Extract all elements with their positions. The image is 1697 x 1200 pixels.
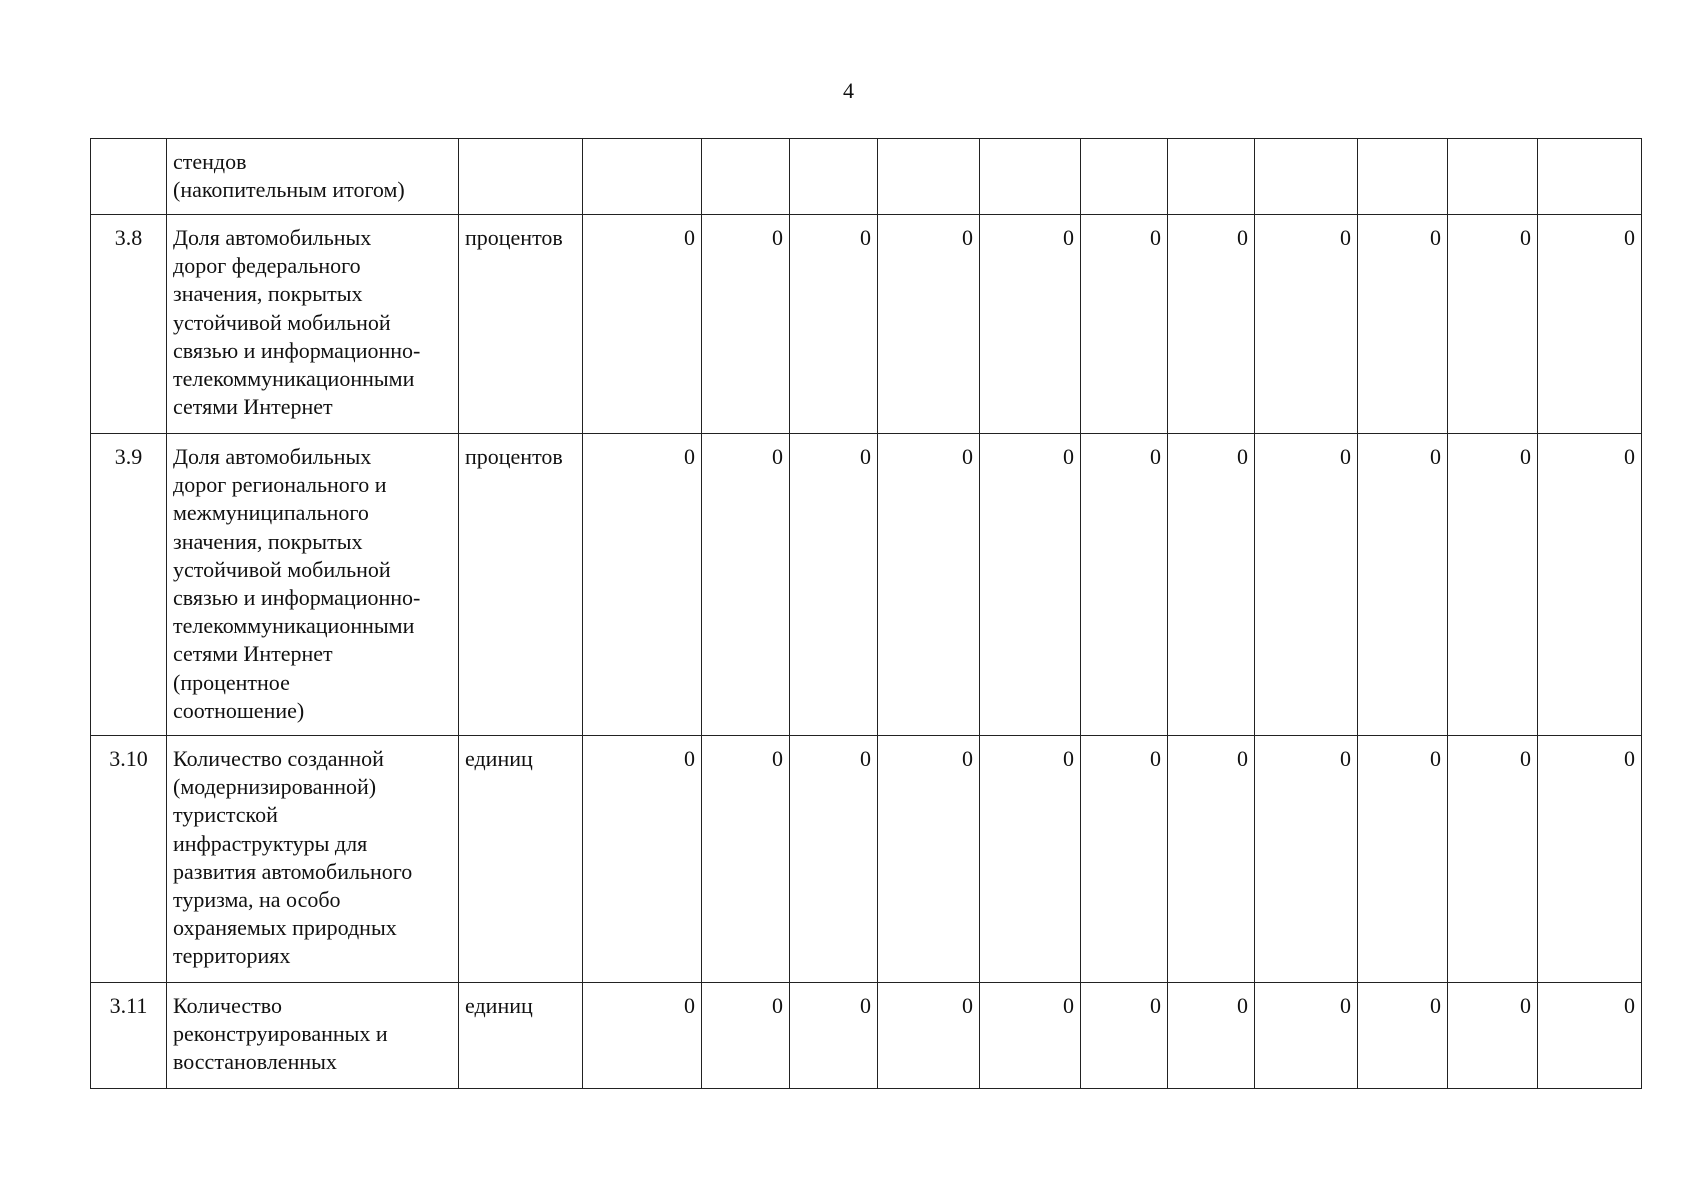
value-cell: 0 bbox=[702, 736, 790, 983]
value-cell: 0 bbox=[878, 434, 980, 736]
value-cell: 0 bbox=[1448, 983, 1538, 1089]
indicator-name-cell: Доля автомобильных дорог федерального значения, покрытых устойчивой мобильной связью и информационно- телекоммуникационными сетями Интернет bbox=[167, 215, 459, 434]
value-cell: 0 bbox=[980, 215, 1081, 434]
table-row bbox=[91, 736, 1642, 983]
indicators-table bbox=[90, 138, 1642, 1089]
value-cell: 0 bbox=[1168, 983, 1255, 1089]
indicator-name-cell: стендов (накопительным итогом) bbox=[167, 139, 459, 215]
value-cell: 0 bbox=[1168, 434, 1255, 736]
unit-cell: единиц bbox=[459, 983, 583, 1089]
value-cell: 0 bbox=[583, 215, 702, 434]
value-cell bbox=[1358, 139, 1448, 215]
value-cell bbox=[583, 139, 702, 215]
value-cell: 0 bbox=[1081, 983, 1168, 1089]
indicator-name-cell: Количество созданной (модернизированной) туристской инфраструктуры для развития автомобильного туризма, на особо охраняемых природных территориях bbox=[167, 736, 459, 983]
value-cell: 0 bbox=[1538, 983, 1642, 1089]
value-cell: 0 bbox=[1081, 215, 1168, 434]
table-row bbox=[91, 215, 1642, 434]
value-cell: 0 bbox=[1448, 434, 1538, 736]
value-cell: 0 bbox=[1538, 736, 1642, 983]
value-cell bbox=[790, 139, 878, 215]
table-row bbox=[91, 983, 1642, 1089]
value-cell: 0 bbox=[1538, 215, 1642, 434]
value-cell: 0 bbox=[878, 983, 980, 1089]
value-cell bbox=[1255, 139, 1358, 215]
row-number-cell: 3.10 bbox=[91, 736, 167, 983]
row-number-cell: 3.9 bbox=[91, 434, 167, 736]
value-cell: 0 bbox=[1358, 215, 1448, 434]
value-cell: 0 bbox=[878, 736, 980, 983]
value-cell: 0 bbox=[790, 983, 878, 1089]
value-cell bbox=[1081, 139, 1168, 215]
value-cell: 0 bbox=[790, 215, 878, 434]
value-cell: 0 bbox=[702, 215, 790, 434]
value-cell: 0 bbox=[1538, 434, 1642, 736]
value-cell: 0 bbox=[1168, 736, 1255, 983]
value-cell: 0 bbox=[1255, 983, 1358, 1089]
value-cell: 0 bbox=[1358, 434, 1448, 736]
unit-cell: единиц bbox=[459, 736, 583, 983]
value-cell: 0 bbox=[1255, 215, 1358, 434]
value-cell: 0 bbox=[1081, 736, 1168, 983]
value-cell bbox=[1448, 139, 1538, 215]
unit-cell: процентов bbox=[459, 215, 583, 434]
value-cell: 0 bbox=[1448, 215, 1538, 434]
value-cell: 0 bbox=[702, 434, 790, 736]
value-cell: 0 bbox=[1168, 215, 1255, 434]
table-row bbox=[91, 139, 1642, 215]
value-cell: 0 bbox=[1358, 983, 1448, 1089]
unit-cell: процентов bbox=[459, 434, 583, 736]
value-cell: 0 bbox=[790, 434, 878, 736]
value-cell bbox=[1538, 139, 1642, 215]
table-row bbox=[91, 434, 1642, 736]
value-cell: 0 bbox=[702, 983, 790, 1089]
value-cell: 0 bbox=[583, 434, 702, 736]
value-cell: 0 bbox=[878, 215, 980, 434]
value-cell: 0 bbox=[980, 983, 1081, 1089]
value-cell bbox=[702, 139, 790, 215]
value-cell bbox=[878, 139, 980, 215]
value-cell: 0 bbox=[1255, 736, 1358, 983]
unit-cell bbox=[459, 139, 583, 215]
value-cell: 0 bbox=[1358, 736, 1448, 983]
value-cell: 0 bbox=[1448, 736, 1538, 983]
row-number-cell: 3.8 bbox=[91, 215, 167, 434]
value-cell: 0 bbox=[1255, 434, 1358, 736]
value-cell: 0 bbox=[1081, 434, 1168, 736]
value-cell: 0 bbox=[583, 983, 702, 1089]
value-cell: 0 bbox=[980, 736, 1081, 983]
value-cell bbox=[1168, 139, 1255, 215]
value-cell: 0 bbox=[790, 736, 878, 983]
indicator-name-cell: Количество реконструированных и восстановленных bbox=[167, 983, 459, 1089]
indicator-name-cell: Доля автомобильных дорог регионального и межмуниципального значения, покрытых устойчивой мобильной связью и информационно- телекоммуникационными сетями Интернет (процентное соотношение) bbox=[167, 434, 459, 736]
row-number-cell: 3.11 bbox=[91, 983, 167, 1089]
value-cell: 0 bbox=[980, 434, 1081, 736]
row-number-cell bbox=[91, 139, 167, 215]
page-number: 4 bbox=[843, 78, 854, 103]
value-cell: 0 bbox=[583, 736, 702, 983]
table-body bbox=[91, 139, 1642, 1089]
value-cell bbox=[980, 139, 1081, 215]
